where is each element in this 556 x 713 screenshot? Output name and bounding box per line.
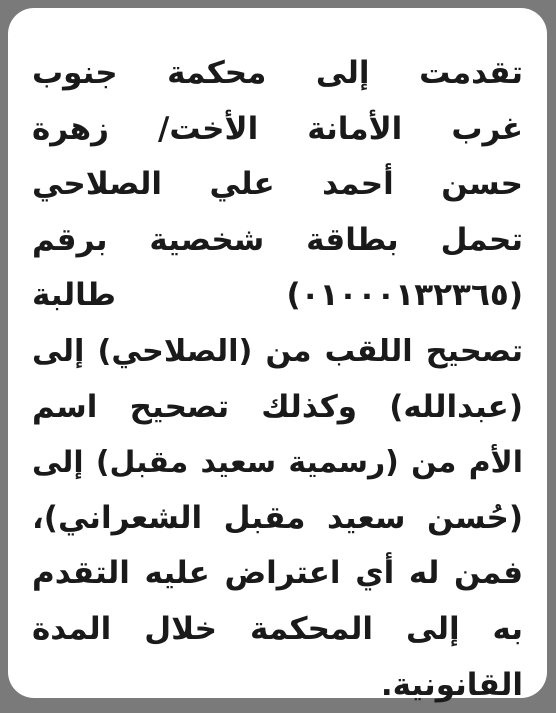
notice-line-1: تقدمت إلى محكمة جنوب (32, 55, 523, 91)
notice-line-8: الأم من (رسمية سعيد مقبل) إلى (32, 445, 523, 481)
notice-line-10: فمن له أي اعتراض عليه التقدم (32, 555, 523, 592)
notice-line-7: (عبدالله) وكذلك تصحيح اسم (32, 388, 523, 425)
notice-body (32, 46, 523, 713)
notice-line-6: تصحيح اللقب من (الصلاحي) إلى (32, 333, 523, 369)
notice-card (8, 8, 547, 703)
notice-line-2: غرب الأمانة الأخت/ زهرة (32, 110, 523, 147)
notice-line-9: (حُسن سعيد مقبل الشعراني)، (32, 499, 523, 536)
notice-line-12: القانونية. (380, 666, 523, 703)
notice-line-4: تحمل بطاقة شخصية برقم (32, 221, 523, 258)
notice-line-11: به إلى المحكمة خلال المدة (32, 610, 523, 647)
notice-line-3: حسن أحمد علي الصلاحي (32, 166, 523, 203)
notice-line-5: (٠١٠٠٠١٣٢٣٦٥) طالبة (32, 277, 523, 314)
